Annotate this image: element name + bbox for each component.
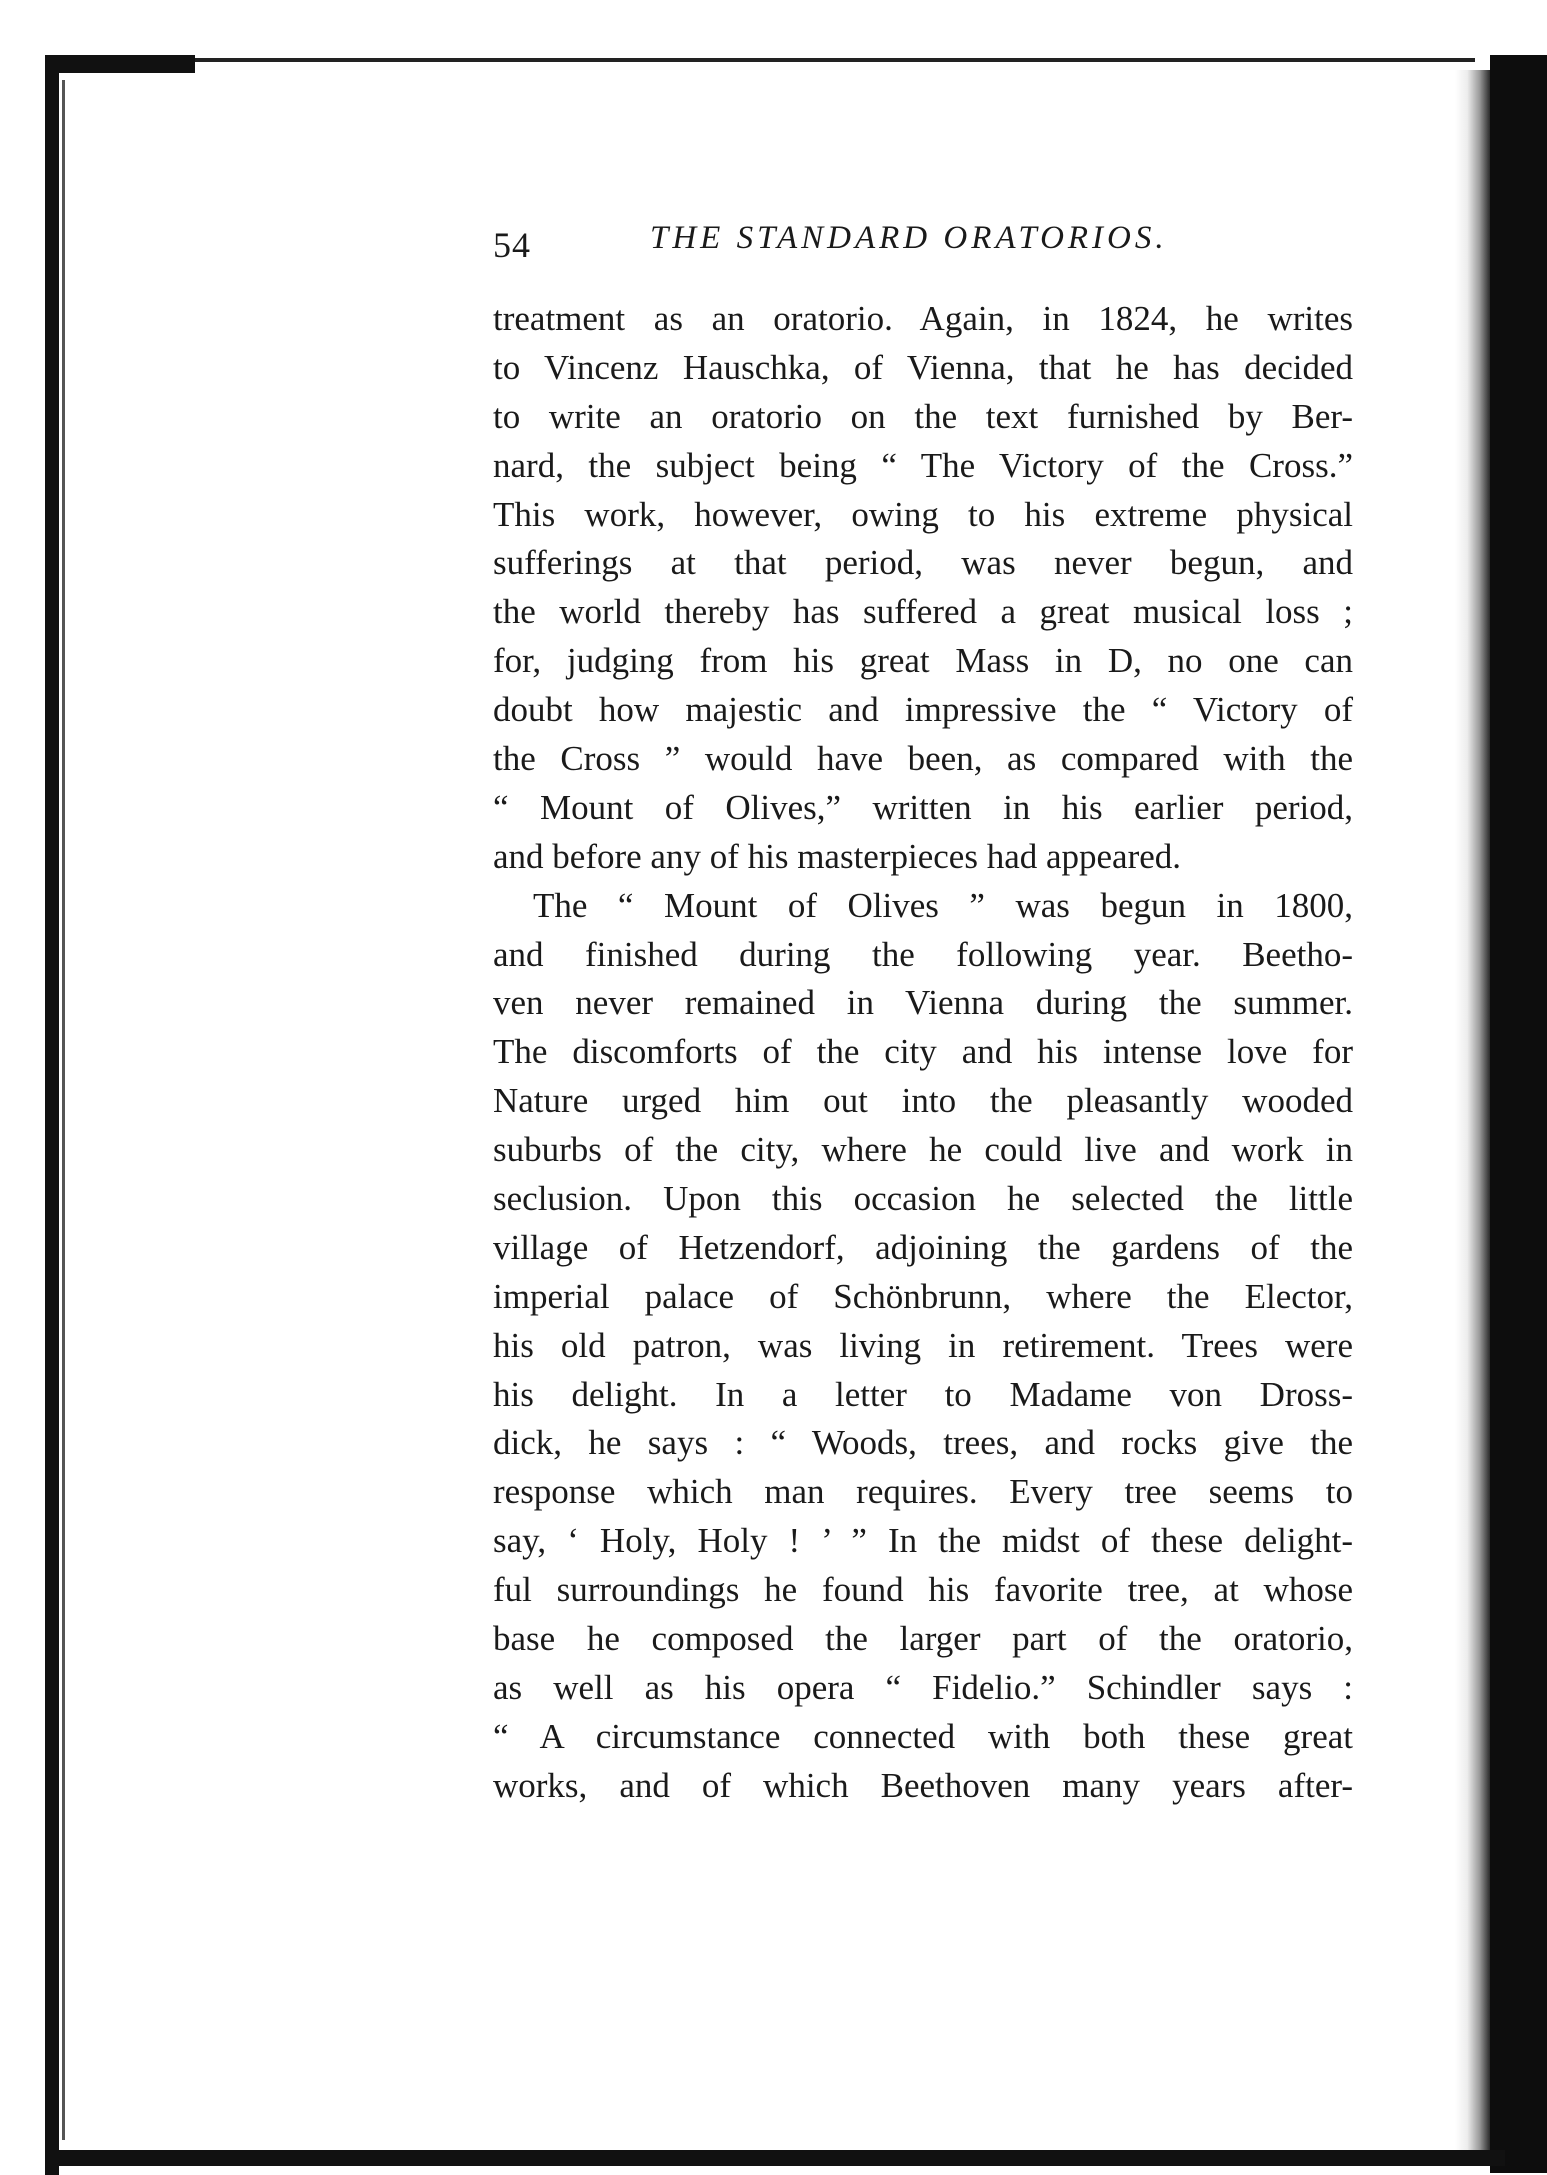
paragraph-start-line: The “ Mount of Olives ” was begun in 1800,: [533, 885, 1353, 925]
text-line: sufferings at that period, was never begun, and: [493, 543, 1353, 583]
text-line: dick, he says : “ Woods, trees, and rocks give the: [493, 1423, 1353, 1463]
text-line: base he composed the larger part of the oratorio,: [493, 1619, 1353, 1659]
text-line: seclusion. Upon this occasion he selected the little: [493, 1179, 1353, 1219]
text-line: “ A circumstance connected with both these great: [493, 1716, 1353, 1756]
text-line: ful surroundings he found his favorite tree, at whose: [493, 1570, 1353, 1610]
text-line: the world thereby has suffered a great musical loss ;: [493, 592, 1353, 632]
text-line: treatment as an oratorio. Again, in 1824, he writes: [493, 299, 1353, 338]
body-text: [493, 295, 1353, 1811]
scan-edge-left-inner: [62, 80, 65, 2140]
text-line: the Cross ” would have been, as compared with the: [493, 739, 1353, 779]
running-title: THE STANDARD ORATORIOS.: [650, 220, 1168, 256]
text-line: This work, however, owing to his extreme physical: [493, 494, 1353, 534]
text-line: and finished during the following year. Beetho-: [493, 934, 1353, 974]
text-line: ven never remained in Vienna during the summer.: [493, 983, 1353, 1023]
text-line: to Vincenz Hauschka, of Vienna, that he has decided: [493, 347, 1353, 387]
page-number: 54: [493, 225, 531, 265]
running-head: [493, 220, 1353, 272]
scan-edge-right-shadow: [1455, 70, 1490, 2150]
text-line: works, and of which Beethoven many years after-: [493, 1765, 1353, 1805]
text-line: his old patron, was living in retirement. Trees were: [493, 1325, 1353, 1365]
scan-edge-bottom: [45, 2150, 1505, 2166]
text-line: to write an oratorio on the text furnished by Ber-: [493, 396, 1353, 436]
text-line: nard, the subject being “ The Victory of the Cross.”: [493, 445, 1353, 485]
text-line: imperial palace of Schönbrunn, where the Elector,: [493, 1276, 1353, 1316]
scan-edge-left: [45, 55, 59, 2175]
text-line: response which man requires. Every tree seems to: [493, 1472, 1353, 1512]
text-line: say, ‘ Holy, Holy ! ’ ” In the midst of these delight-: [493, 1521, 1353, 1561]
text-line: village of Hetzendorf, adjoining the gardens of the: [493, 1227, 1353, 1267]
scan-edge-top-line: [195, 58, 1475, 62]
text-line: doubt how majestic and impressive the “ Victory of: [493, 690, 1353, 730]
text-line: as well as his opera “ Fidelio.” Schindler says :: [493, 1667, 1353, 1707]
text-line: “ Mount of Olives,” written in his earlier period,: [493, 787, 1353, 827]
text-line: suburbs of the city, where he could live and work in: [493, 1130, 1353, 1170]
text-line: The discomforts of the city and his intense love for: [493, 1032, 1353, 1072]
scan-edge-top: [45, 55, 195, 73]
text-line: Nature urged him out into the pleasantly wooded: [493, 1081, 1353, 1121]
text-line: for, judging from his great Mass in D, no one can: [493, 641, 1353, 681]
paragraph-end-line: and before any of his masterpieces had appeared.: [493, 836, 1182, 876]
text-line: his delight. In a letter to Madame von Dross-: [493, 1374, 1353, 1414]
scan-edge-right: [1490, 55, 1547, 2173]
